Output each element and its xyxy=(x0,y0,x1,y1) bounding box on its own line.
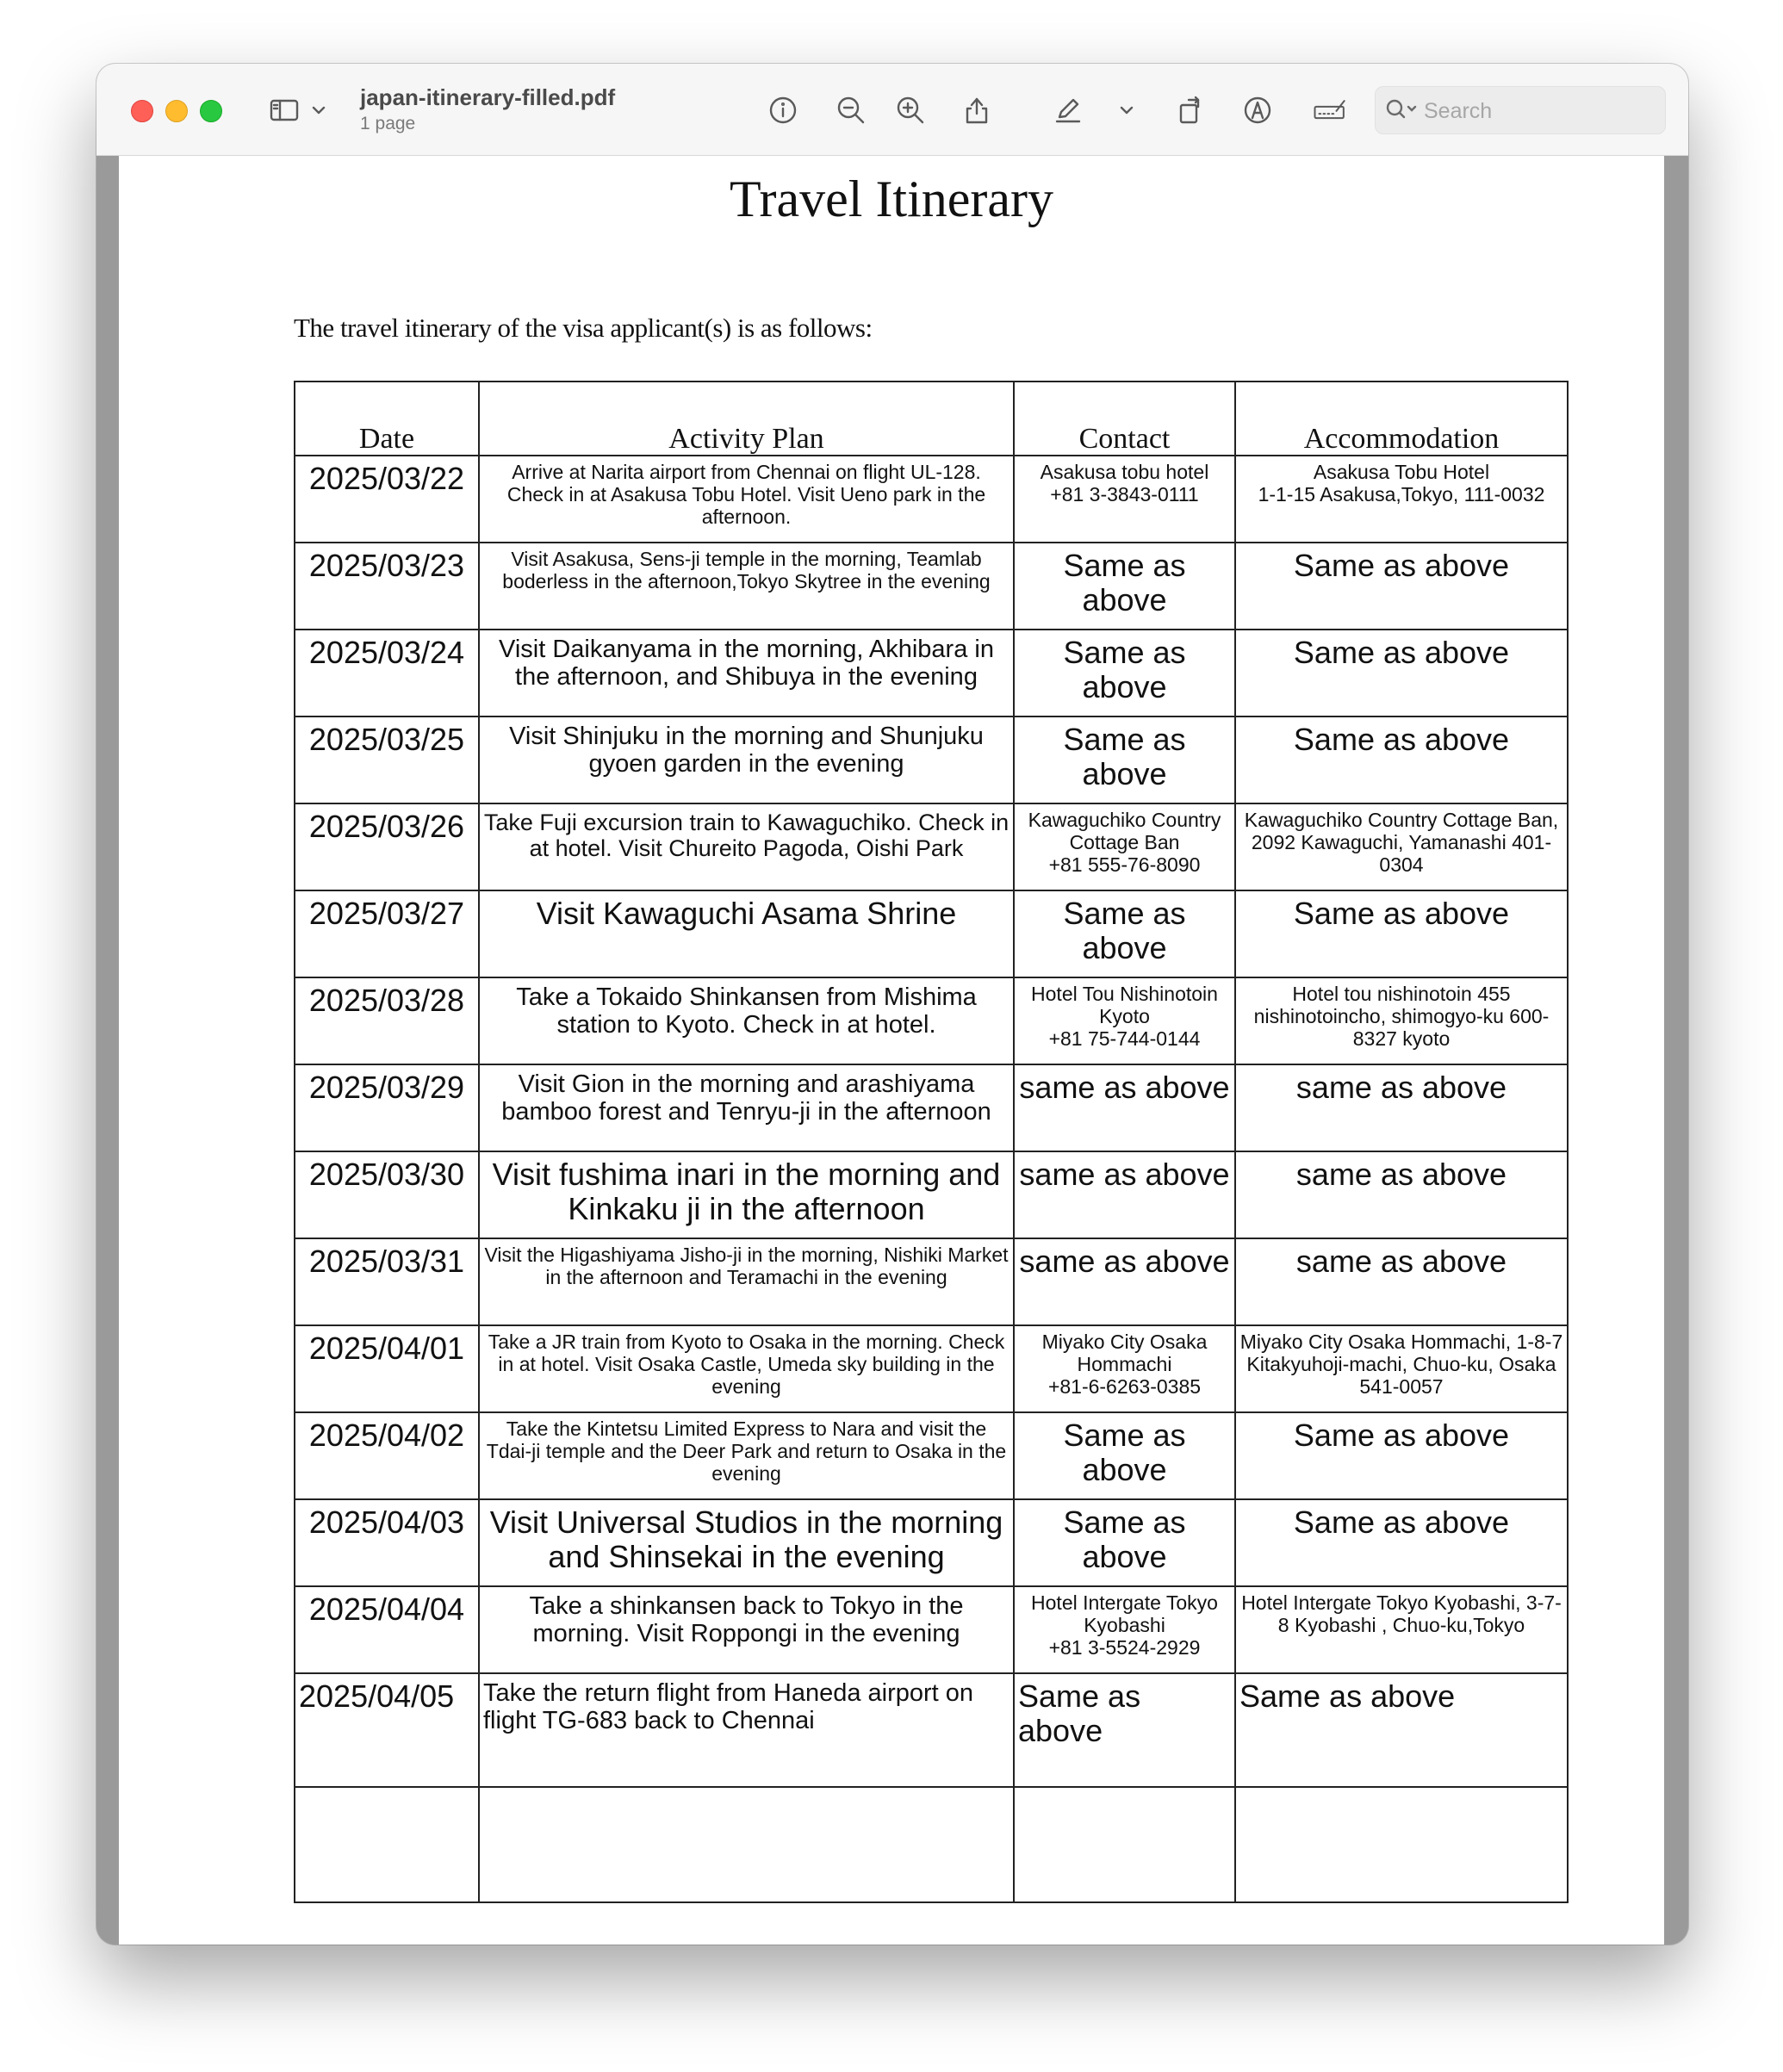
contact-cell: Same as above xyxy=(1014,543,1235,630)
activity-cell: Take Fuji excursion train to Kawaguchiko. Check in at hotel. Visit Chureito Pagoda, Oishi Park xyxy=(479,803,1014,890)
table-row xyxy=(295,630,1568,717)
contact-cell: Hotel Intergate Tokyo Kyobashi +81 3-5524-2929 xyxy=(1014,1586,1235,1673)
header-date: Date xyxy=(295,382,479,456)
activity-cell: Take a shinkansen back to Tokyo in the morning. Visit Roppongi in the evening xyxy=(479,1586,1014,1673)
activity-cell: Take the return flight from Haneda airport on flight TG-683 back to Chennai xyxy=(479,1673,1014,1787)
contact-cell: Miyako City Osaka Hommachi +81-6-6263-0385 xyxy=(1014,1325,1235,1412)
preview-window xyxy=(96,64,1688,1945)
share-icon[interactable] xyxy=(960,93,994,127)
table-row xyxy=(295,1151,1568,1238)
contact-cell: same as above xyxy=(1014,1064,1235,1151)
contact-cell: Hotel Tou Nishinotoin Kyoto +81 75-744-0144 xyxy=(1014,977,1235,1064)
toolbar xyxy=(96,64,1688,156)
pdf-page xyxy=(119,156,1664,1945)
date-cell: 2025/03/27 xyxy=(295,890,479,977)
empty-table-row xyxy=(295,1787,1568,1902)
table-row xyxy=(295,1064,1568,1151)
activity-cell: Visit the Higashiyama Jisho-ji in the morning, Nishiki Market in the afternoon and Teramachi in the evening xyxy=(479,1238,1014,1325)
contact-cell: Same as above xyxy=(1014,717,1235,803)
empty-cell xyxy=(295,1787,479,1902)
date-cell: 2025/03/29 xyxy=(295,1064,479,1151)
contact-cell: Same as above xyxy=(1014,1673,1235,1787)
header-accommodation: Accommodation xyxy=(1235,382,1568,456)
table-row xyxy=(295,1325,1568,1412)
contact-cell: same as above xyxy=(1014,1151,1235,1238)
table-row xyxy=(295,977,1568,1064)
pencil-icon[interactable] xyxy=(1051,93,1085,127)
accommodation-cell: Same as above xyxy=(1235,1499,1568,1586)
accommodation-cell: Same as above xyxy=(1235,630,1568,717)
date-cell: 2025/03/30 xyxy=(295,1151,479,1238)
date-cell: 2025/03/26 xyxy=(295,803,479,890)
date-cell: 2025/03/22 xyxy=(295,456,479,543)
date-cell: 2025/04/03 xyxy=(295,1499,479,1586)
accommodation-cell: same as above xyxy=(1235,1238,1568,1325)
contact-cell: Kawaguchiko Country Cottage Ban +81 555-76-8090 xyxy=(1014,803,1235,890)
search-icon xyxy=(1384,97,1419,123)
accommodation-cell: Miyako City Osaka Hommachi, 1-8-7 Kitakyuhoji-machi, Chuo-ku, Osaka 541-0057 xyxy=(1235,1325,1568,1412)
date-cell: 2025/04/01 xyxy=(295,1325,479,1412)
search-field[interactable] xyxy=(1375,86,1666,134)
page-count: 1 page xyxy=(360,114,416,133)
table-row xyxy=(295,456,1568,543)
header-activity: Activity Plan xyxy=(479,382,1014,456)
table-row xyxy=(295,1412,1568,1499)
page-title: Travel Itinerary xyxy=(730,171,1053,227)
minimize-window-button[interactable] xyxy=(165,100,188,122)
accommodation-cell: Same as above xyxy=(1235,890,1568,977)
zoom-window-button[interactable] xyxy=(200,100,222,122)
document-filename: japan-itinerary-filled.pdf xyxy=(360,84,616,110)
contact-cell: same as above xyxy=(1014,1238,1235,1325)
activity-cell: Visit fushima inari in the morning and Kinkaku ji in the afternoon xyxy=(479,1151,1014,1238)
activity-cell: Take a Tokaido Shinkansen from Mishima station to Kyoto. Check in at hotel. xyxy=(479,977,1014,1064)
chevron-down-icon[interactable] xyxy=(1109,93,1144,127)
date-cell: 2025/04/02 xyxy=(295,1412,479,1499)
itinerary-table xyxy=(294,381,1569,1903)
contact-cell: Same as above xyxy=(1014,1499,1235,1586)
contact-cell: Asakusa tobu hotel +81 3-3843-0111 xyxy=(1014,456,1235,543)
date-cell: 2025/03/24 xyxy=(295,630,479,717)
date-cell: 2025/04/05 xyxy=(295,1673,479,1787)
accommodation-cell: Same as above xyxy=(1235,543,1568,630)
activity-cell: Visit Universal Studios in the morning and Shinsekai in the evening xyxy=(479,1499,1014,1586)
activity-cell: Arrive at Narita airport from Chennai on flight UL-128. Check in at Asakusa Tobu Hotel. Visit Ueno park in the afternoon. xyxy=(479,456,1014,543)
annotate-circle-icon[interactable] xyxy=(1240,93,1275,127)
search-input[interactable] xyxy=(1422,87,1658,135)
signature-icon[interactable] xyxy=(1313,93,1347,127)
accommodation-cell: Asakusa Tobu Hotel 1-1-15 Asakusa,Tokyo, 111-0032 xyxy=(1235,456,1568,543)
zoom-out-icon[interactable] xyxy=(834,93,868,127)
date-cell: 2025/03/28 xyxy=(295,977,479,1064)
table-row xyxy=(295,543,1568,630)
activity-cell: Visit Daikanyama in the morning, Akhibara in the afternoon, and Shibuya in the evening xyxy=(479,630,1014,717)
date-cell: 2025/03/23 xyxy=(295,543,479,630)
table-row xyxy=(295,717,1568,803)
accommodation-cell: Same as above xyxy=(1235,1673,1568,1787)
table-row xyxy=(295,1238,1568,1325)
contact-cell: Same as above xyxy=(1014,1412,1235,1499)
date-cell: 2025/04/04 xyxy=(295,1586,479,1673)
accommodation-cell: Hotel tou nishinotoin 455 nishinotoincho, shimogyo-ku 600-8327 kyoto xyxy=(1235,977,1568,1064)
table-row xyxy=(295,1586,1568,1673)
accommodation-cell: Kawaguchiko Country Cottage Ban, 2092 Kawaguchi, Yamanashi 401-0304 xyxy=(1235,803,1568,890)
intro-text: The travel itinerary of the visa applicant(s) is as follows: xyxy=(294,313,873,343)
date-cell: 2025/03/31 xyxy=(295,1238,479,1325)
activity-cell: Take the Kintetsu Limited Express to Nara and visit the Tdai-ji temple and the Deer Park and return to Osaka in the evening xyxy=(479,1412,1014,1499)
activity-cell: Visit Kawaguchi Asama Shrine xyxy=(479,890,1014,977)
table-row xyxy=(295,890,1568,977)
table-row xyxy=(295,1673,1568,1787)
contact-cell: Same as above xyxy=(1014,890,1235,977)
header-contact: Contact xyxy=(1014,382,1235,456)
accommodation-cell: Hotel Intergate Tokyo Kyobashi, 3-7-8 Kyobashi , Chuo-ku,Tokyo xyxy=(1235,1586,1568,1673)
date-cell: 2025/03/25 xyxy=(295,717,479,803)
empty-cell xyxy=(1014,1787,1235,1902)
activity-cell: Visit Shinjuku in the morning and Shunjuku gyoen garden in the evening xyxy=(479,717,1014,803)
accommodation-cell: same as above xyxy=(1235,1151,1568,1238)
close-window-button[interactable] xyxy=(131,100,153,122)
accommodation-cell: same as above xyxy=(1235,1064,1568,1151)
table-header-row xyxy=(295,382,1568,456)
table-row xyxy=(295,1499,1568,1586)
chevron-down-icon[interactable] xyxy=(301,93,336,127)
info-icon[interactable] xyxy=(766,93,800,127)
activity-cell: Visit Asakusa, Sens-ji temple in the morning, Teamlab boderless in the afternoon,Tokyo Skytree in the evening xyxy=(479,543,1014,630)
contact-cell: Same as above xyxy=(1014,630,1235,717)
empty-cell xyxy=(479,1787,1014,1902)
accommodation-cell: Same as above xyxy=(1235,717,1568,803)
activity-cell: Take a JR train from Kyoto to Osaka in the morning. Check in at hotel. Visit Osaka Castle, Umeda sky building in the evening xyxy=(479,1325,1014,1412)
rotate-icon[interactable] xyxy=(1173,93,1208,127)
activity-cell: Visit Gion in the morning and arashiyama bamboo forest and Tenryu-ji in the afternoon xyxy=(479,1064,1014,1151)
zoom-in-icon[interactable] xyxy=(893,93,928,127)
accommodation-cell: Same as above xyxy=(1235,1412,1568,1499)
empty-cell xyxy=(1235,1787,1568,1902)
table-row xyxy=(295,803,1568,890)
sidebar-toggle-icon[interactable] xyxy=(267,93,301,127)
